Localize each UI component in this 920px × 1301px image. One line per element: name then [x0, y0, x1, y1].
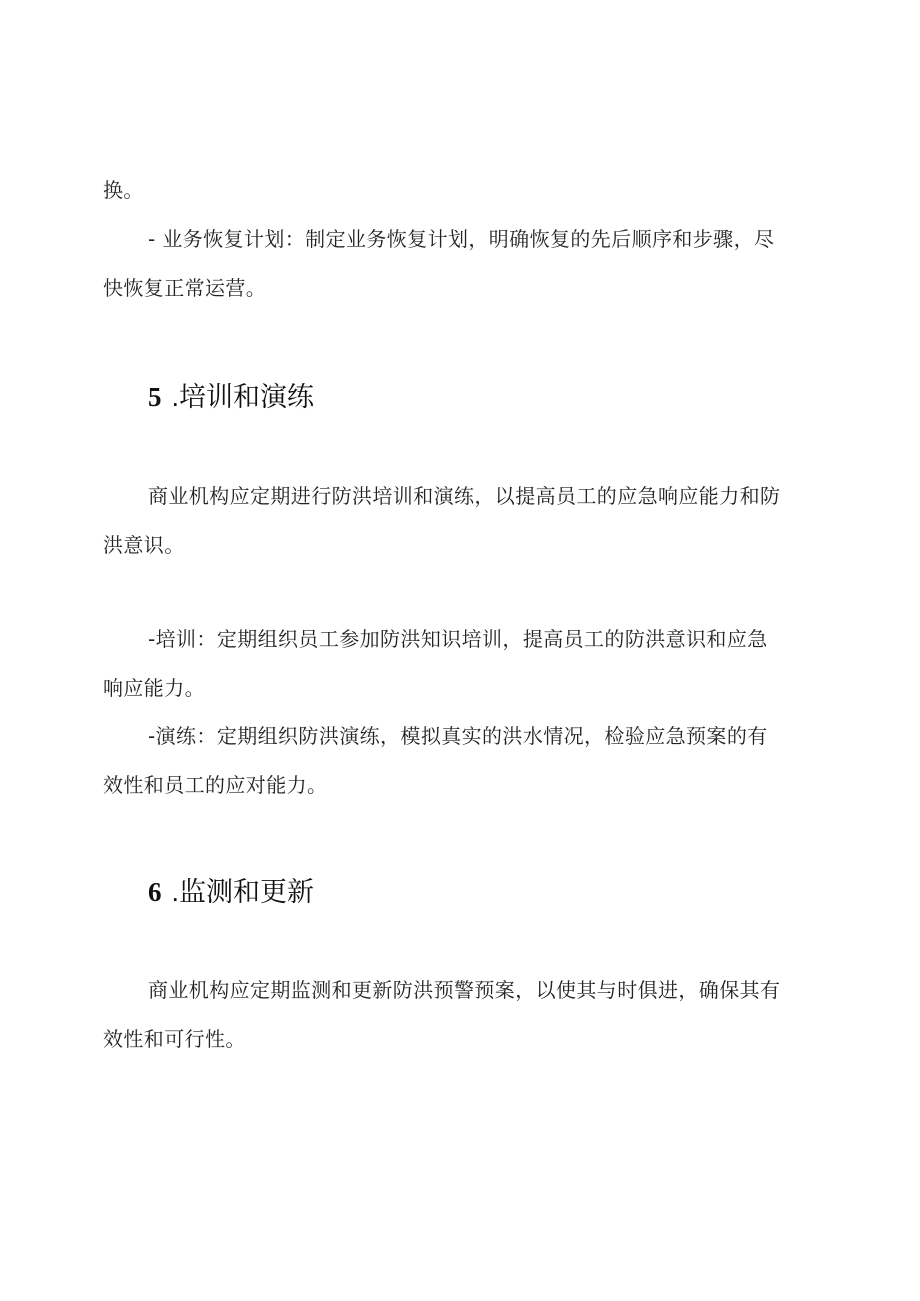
section-5-intro-line1: 商业机构应定期进行防洪培训和演练，以提高员工的应急响应能力和防: [148, 484, 781, 508]
section-5-heading: [148, 380, 314, 414]
section-5-number: 5: [148, 382, 162, 412]
section-5-intro-line2: 洪意识。: [103, 533, 185, 557]
section-6-intro-line1: 商业机构应定期监测和更新防洪预警预案，以使其与时俱进，确保其有: [148, 978, 781, 1002]
recovery-plan-text-line1: - 业务恢复计划：制定业务恢复计划，明确恢复的先后顺序和步骤，尽: [148, 227, 775, 251]
section-6-number: 6: [148, 877, 162, 907]
continuation-text: 换。: [103, 178, 144, 202]
section-5-title: .培训和演练: [171, 382, 315, 412]
recovery-plan-text-line2: 快恢复正常运营。: [103, 276, 267, 300]
section-6-intro-line2: 效性和可行性。: [103, 1027, 246, 1051]
section-6-title: .监测和更新: [171, 877, 315, 907]
drill-text-line1: -演练：定期组织防洪演练，模拟真实的洪水情况，检验应急预案的有: [148, 724, 768, 748]
training-text-line1: -培训：定期组织员工参加防洪知识培训，提高员工的防洪意识和应急: [148, 627, 768, 651]
section-6-heading: [148, 875, 314, 909]
training-text-line2: 响应能力。: [103, 676, 205, 700]
drill-text-line2: 效性和员工的应对能力。: [103, 773, 328, 797]
